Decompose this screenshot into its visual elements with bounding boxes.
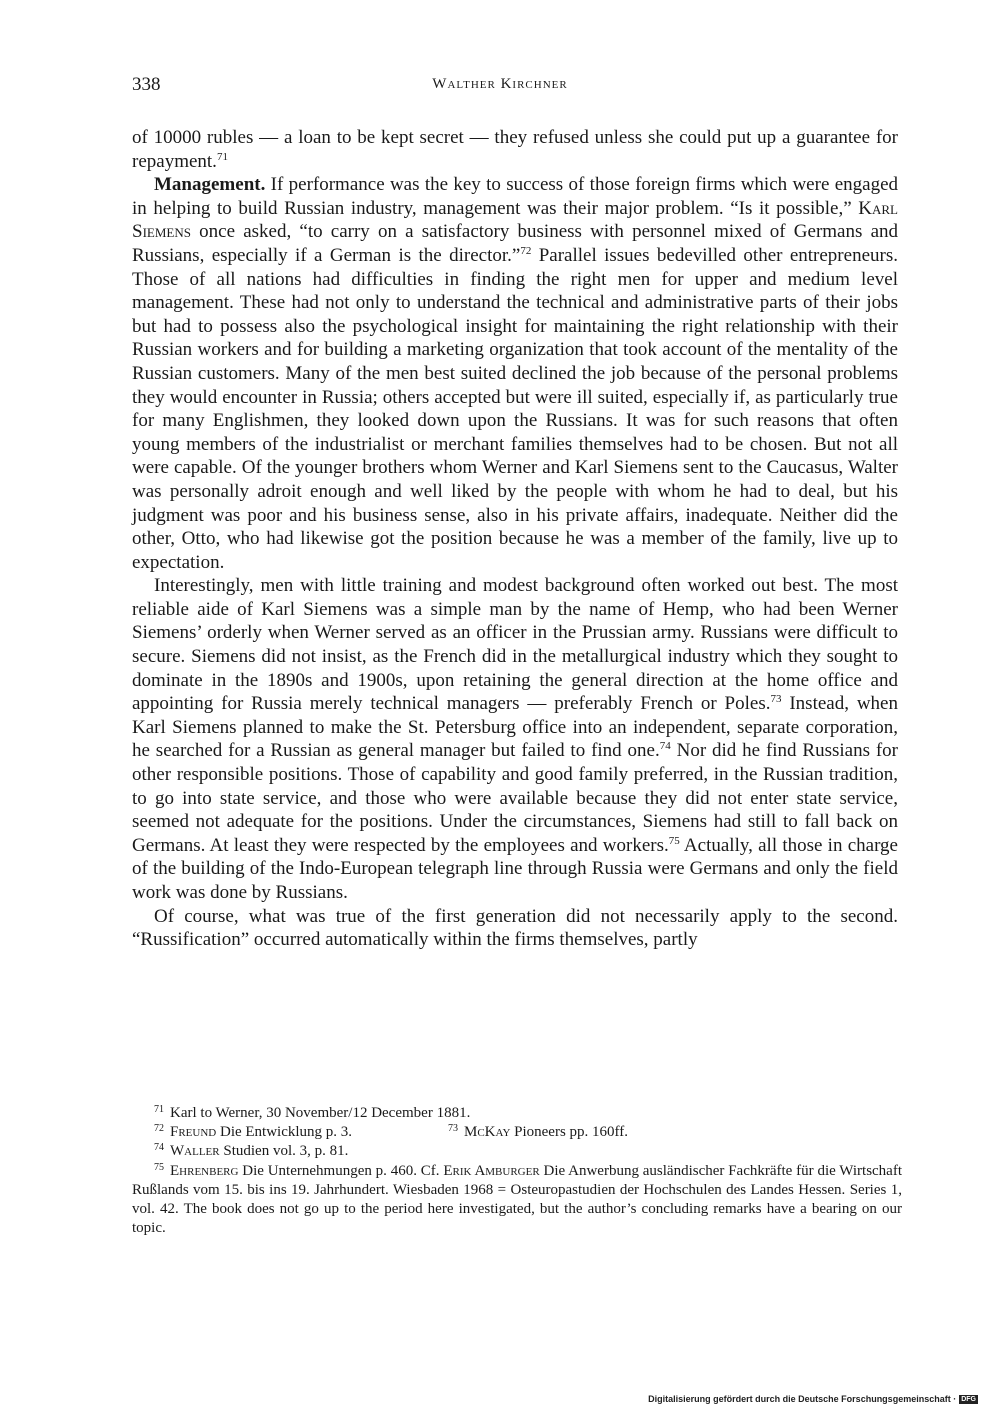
page-number: 338	[132, 74, 161, 95]
footnote-ref-71: 71	[216, 150, 228, 163]
author-name: Karl Siemens	[132, 197, 898, 243]
footnote-ref-73: 73	[770, 693, 782, 706]
footnote-73: $^{73}$ McKay Pioneers pp. 160ff.	[448, 1123, 629, 1141]
credit-text: Digitalisierung gefördert durch die Deutsche Forschungsgemeinschaft ·	[648, 1394, 957, 1404]
section-heading: Management.	[154, 174, 266, 196]
paragraph-3: Of course, what was true of the first generation did not necessarily apply to the second. “Russification” occurred automatically within the firms themselves, partly	[132, 905, 898, 951]
running-head: Walther Kirchner	[432, 76, 568, 92]
footnote-72: $^{72}$ Freund Die Entwicklung p. 3.	[154, 1123, 353, 1141]
digitization-credit	[648, 1394, 978, 1404]
footnote-ref-72: 72	[520, 244, 532, 257]
footnote-74: $^{74}$ Waller Studien vol. 3, p. 81.	[154, 1142, 349, 1160]
footnote-71: $^{71}$ Karl to Werner, 30 November/12 December 1881.	[154, 1104, 471, 1121]
footnote-72-73	[132, 1123, 902, 1142]
dfg-logo-icon: DFG	[961, 1395, 976, 1403]
paragraph-0: of 10000 rubles — a loan to be kept secret — they refused unless she could put up a guarantee for repayment.$^{71}$	[132, 127, 898, 172]
body-text	[132, 126, 898, 952]
footnotes	[132, 1104, 902, 1238]
footnote-75: $^{75}$ Ehrenberg Die Unternehmungen p. 460. Cf. Erik Amburger Die Anwerbung ausländischer Fachkräfte für die Wirtschaft Rußlands vom 15. bis ins 19. Jahrhundert. Wiesbaden 1968 = Osteuropastudien der Hochschulen des Landes Hessen. Series 1, vol. 42. The book does not go up to the period here investigated, but the author’s concluding remarks have a bearing on our topic.	[132, 1161, 903, 1237]
paragraph-2: Interestingly, men with little training and modest background often worked out best. The most reliable aide of Karl Siemens was a simple man by the name of Hemp, who had been Werner Siemens’ orderly when Werner served as an officer in the Prussian army. Russians were difficult to secure. Siemens did not insist, as the French did in the metallurgical industry which they sought to dominate in the 1890s and 1900s, upon retaining the general direction at the home office and appointing for Russia merely technical managers — preferably French or Poles.$^{73}$ Instead, when Karl Siemens planned to make the St. Petersburg office into an independent, separate corporation, he searched for a Russian as general manager but failed to find one.$^{74}$ Nor did he find Russians for other responsible positions. Those of capability and good family preferred, in the Russian tradition, to go into state service, and those who were available because they did not enter state service, seemed not adequate for the positions. Under the circumstances, Siemens had still to fall back on Germans. At least they were respected by the employees and workers.$^{75}$ Actually, all those in charge of the building of the Indo-European telegraph line through Russia were Germans and only the field work was done by Russians.	[132, 575, 898, 903]
footnote-ref-74: 74	[659, 740, 671, 753]
paragraph-management: Management. If performance was the key to success of those foreign firms which were engaged in helping to build Russian industry, management was their major problem. “Is it possible,” Karl Siemens once asked, “to carry on a satisfactory business with personnel mixed of Germans and Russians, especially if a German is the director.”$^{72}$ Parallel issues bedevilled other entrepreneurs. Those of all nations had difficulties in finding the right men for upper and medium level management. These had not only to understand the technical and administrative parts of their jobs but had to possess also the psychological insight for maintaining the right relationship with their Russian workers and for building a marketing organization that took account of the mentality of the Russian customers. Many of the men best suited declined the job because of the personal problems they would encounter in Russia; others accepted but were ill suited, especially if, as particularly true for many Englishmen, they looked down upon the Russians. It was for such reasons that often young members of the industrialist or merchant families themselves had to be chosen. But not all were capable. Of the younger brothers whom Werner and Karl Siemens sent to the Caucasus, Walter was personally adroit enough and well liked by the people with whom he had to deal, but his judgment was poor and his business sense, also in his private affairs, inadequate. Neither did the other, Otto, who had likewise got the position because he was a member of the family, live up to expectation.	[132, 174, 898, 573]
footnote-ref-75: 75	[668, 834, 680, 847]
